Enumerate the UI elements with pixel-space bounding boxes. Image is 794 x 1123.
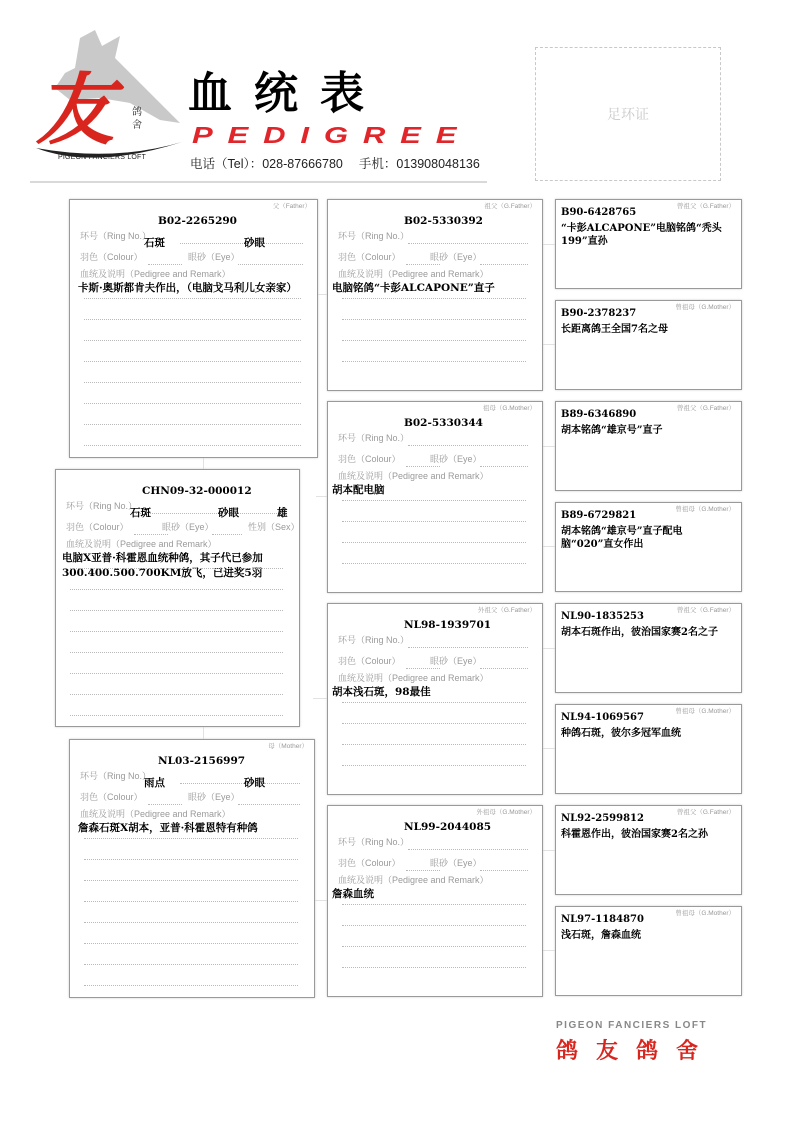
dotted-line [84,361,301,362]
dotted-line [342,563,526,564]
connector-line [313,900,327,901]
dotted-line [70,652,283,653]
dotted-line [406,264,440,265]
great-grandparent-card [555,199,742,289]
role-label: 曾祖父（G.Father） [676,607,735,614]
ring-number: NL97-1184870 [561,914,644,925]
remark-text: 胡本铭鸽“雄京号”直子配电脑“020”直女作出 [561,526,683,550]
dotted-line [406,466,440,467]
dotted-line [342,765,526,766]
ring-number: B02-5330344 [404,417,483,429]
remark-text: 种鸽石斑，彼尔多冠军血统 [561,728,681,739]
ring-number: NL03-2156997 [158,755,246,767]
mother-card [69,739,315,998]
connector-line [313,698,327,699]
eye-value: 砂眼 [244,237,265,249]
dotted-line [84,943,298,944]
ring-number: NL92-2599812 [561,813,644,824]
grandparent-card [327,401,543,593]
dotted-line [342,521,526,522]
ring-number: B89-6346890 [561,409,637,420]
dotted-line [180,783,300,784]
remark-text: “卡彭ALCAPONE”电脑铭鸽“秃头199”直孙 [561,223,722,247]
remark-text: 胡本铭鸽“雄京号”直子 [561,425,663,436]
ring-label: 环号（Ring No.） [80,231,152,241]
dotted-line [480,870,528,871]
dotted-line [70,610,283,611]
ring-label: 环号（Ring No.） [338,231,410,241]
connector-line [316,496,327,497]
remark-text: 科霍恩作出，彼治国家赛2名之孙 [561,829,708,840]
eye-label: 眼砂（Eye） [162,522,214,532]
ring-label: 环号（Ring No.） [80,771,152,781]
dotted-line [84,964,298,965]
eye-label: 眼砂（Eye） [430,454,482,464]
remark-text: 卡斯·奥斯都肯夫作出，（电脑戈马利儿女亲家） [78,282,297,294]
dotted-line [342,361,526,362]
ring-number: NL99-2044085 [404,821,492,833]
footer-brand: 鸽友鸽舍 [556,1038,717,1064]
remark-text: 胡本配电脑 [332,484,385,496]
grandparent-card [327,199,543,391]
remark-text: 胡本石斑作出，彼治国家赛2名之子 [561,627,718,638]
grandparent-card [327,603,543,795]
remark-label: 血统及说明（Pedigree and Remark） [338,471,489,481]
logo-character: 友 [36,65,115,156]
role-label: 曾祖母（G.Mother） [675,708,735,715]
ring-certificate-label: 足环证 [607,106,649,122]
ring-number: B89-6729821 [561,510,637,521]
role-label: 父（Father） [272,203,311,210]
dotted-line [406,870,440,871]
remark-text: 电脑X亚普·科霍恩血统种鸽，其子代已参加300.400.500.700KM放飞，已进奖5羽 [62,552,263,579]
phone-number: 电话（Tel）：028-87666780 [190,157,343,171]
dotted-line [480,264,528,265]
remark-label: 血统及说明（Pedigree and Remark） [66,539,217,549]
ring-label: 环号（Ring No.） [338,433,410,443]
ring-label: 环号（Ring No.） [338,837,410,847]
ring-certificate-placeholder [535,47,721,181]
dotted-line [84,880,298,881]
dotted-line [134,534,168,535]
remark-text: 詹森血统 [332,888,374,900]
sex-label: 性别（Sex） [248,522,300,532]
dotted-line [84,838,298,839]
connector-line [541,244,555,245]
dotted-line [342,904,526,905]
dotted-line [148,264,182,265]
remark-text: 电脑铭鸽“卡彭ALCAPONE”直子 [332,282,495,294]
role-label: 曾祖母（G.Mother） [675,304,735,311]
dotted-line [70,715,283,716]
remark-text: 长距离鸽王全国7名之母 [561,324,668,335]
page-title: 血统表 [188,68,386,119]
role-label: 曾祖母（G.Mother） [675,910,735,917]
remark-text: 浅石斑，詹森血统 [561,930,641,941]
logo-english-text: PIGEON FANCIERS LOFT [58,154,147,161]
dotted-line [342,340,526,341]
dotted-line [84,901,298,902]
dotted-line [70,631,283,632]
colour-label: 羽色（Colour） [80,252,143,262]
ring-number: B90-2378237 [561,308,637,319]
role-label: 曾祖父（G.Father） [676,809,735,816]
dotted-line [342,319,526,320]
dotted-line [84,340,301,341]
dotted-line [212,534,242,535]
great-grandparent-card [555,603,742,693]
eye-label: 眼砂（Eye） [430,656,482,666]
sex-value: 雄 [277,507,288,519]
colour-label: 羽色（Colour） [338,656,401,666]
connector-line [541,648,555,649]
connector-line [541,344,555,345]
logo-vertical-text: 鸽舍 [132,107,142,131]
footer-english: PIGEON FANCIERS LOFT [556,1020,708,1031]
ring-number: B02-2265290 [158,215,237,227]
connector-line [541,950,555,951]
remark-label: 血统及说明（Pedigree and Remark） [338,673,489,683]
dotted-line [342,744,526,745]
colour-label: 羽色（Colour） [338,858,401,868]
grandparent-card [327,805,543,997]
colour-value: 雨点 [144,777,165,789]
remark-text: 胡本浅石斑，98最佳 [332,686,431,698]
dotted-line [180,243,303,244]
great-grandparent-card [555,401,742,491]
page-subtitle: PEDIGREE [192,122,472,148]
ring-number: NL98-1939701 [404,619,492,631]
father-card [69,199,318,458]
dotted-line [136,513,285,514]
dotted-line [84,922,298,923]
dotted-line [84,403,301,404]
connector-line [541,546,555,547]
dotted-line [406,668,440,669]
dotted-line [408,849,528,850]
connector-line [541,850,555,851]
ring-number: NL90-1835253 [561,611,644,622]
colour-value: 石斑 [130,507,151,519]
mobile-number: 手机：013908048136 [358,157,480,171]
dotted-line [238,804,300,805]
dotted-line [84,424,301,425]
dotted-line [238,264,303,265]
great-grandparent-card [555,502,742,592]
ring-number: B02-5330392 [404,215,483,227]
dotted-line [70,694,283,695]
dotted-line [84,382,301,383]
dotted-line [342,500,526,501]
ring-number: CHN09-32-000012 [142,485,252,497]
remark-label: 血统及说明（Pedigree and Remark） [80,809,231,819]
dotted-line [84,445,301,446]
dotted-line [70,568,283,569]
great-grandparent-card [555,300,742,390]
dotted-line [84,319,301,320]
dotted-line [342,946,526,947]
colour-value: 石斑 [144,237,165,249]
role-label: 曾祖父（G.Father） [676,405,735,412]
connector-line [541,748,555,749]
dotted-line [84,859,298,860]
dotted-line [70,673,283,674]
ring-label: 环号（Ring No.） [338,635,410,645]
role-label: 祖父（G.Father） [484,203,536,210]
colour-label: 羽色（Colour） [338,454,401,464]
eye-label: 眼砂（Eye） [430,858,482,868]
dotted-line [148,804,182,805]
role-label: 外祖母（G.Mother） [476,809,536,816]
great-grandparent-card [555,906,742,996]
connector-line [541,446,555,447]
eye-value: 砂眼 [218,507,239,519]
great-grandparent-card [555,805,742,895]
role-label: 曾祖父（G.Father） [676,203,735,210]
ring-label: 环号（Ring No.） [66,501,138,511]
dotted-line [408,647,528,648]
dotted-line [342,723,526,724]
dotted-line [342,967,526,968]
eye-label: 眼砂（Eye） [188,252,240,262]
eye-label: 眼砂（Eye） [430,252,482,262]
dotted-line [342,542,526,543]
role-label: 祖母（G.Mother） [482,405,536,412]
remark-label: 血统及说明（Pedigree and Remark） [338,269,489,279]
remark-label: 血统及说明（Pedigree and Remark） [338,875,489,885]
dotted-line [408,445,528,446]
remark-text: 詹森石斑X胡本，亚普·科霍恩特有种鸽 [78,822,258,834]
role-label: 母（Mother） [268,743,308,750]
colour-label: 羽色（Colour） [338,252,401,262]
contact-info [190,157,480,172]
connector-line [203,725,204,739]
dotted-line [84,985,298,986]
remark-label: 血统及说明（Pedigree and Remark） [80,269,231,279]
role-label: 曾祖母（G.Mother） [675,506,735,513]
dotted-line [342,298,526,299]
dotted-line [480,466,528,467]
colour-label: 羽色（Colour） [66,522,129,532]
dotted-line [84,298,301,299]
dotted-line [342,925,526,926]
dotted-line [408,243,528,244]
subject-card [55,469,300,727]
dotted-line [480,668,528,669]
great-grandparent-card [555,704,742,794]
eye-value: 砂眼 [244,777,265,789]
role-label: 外祖父（G.Father） [477,607,536,614]
ring-number: B90-6428765 [561,207,637,218]
colour-label: 羽色（Colour） [80,792,143,802]
header-divider [30,181,487,183]
eye-label: 眼砂（Eye） [188,792,240,802]
dotted-line [70,589,283,590]
ring-number: NL94-1069567 [561,712,644,723]
dotted-line [342,702,526,703]
